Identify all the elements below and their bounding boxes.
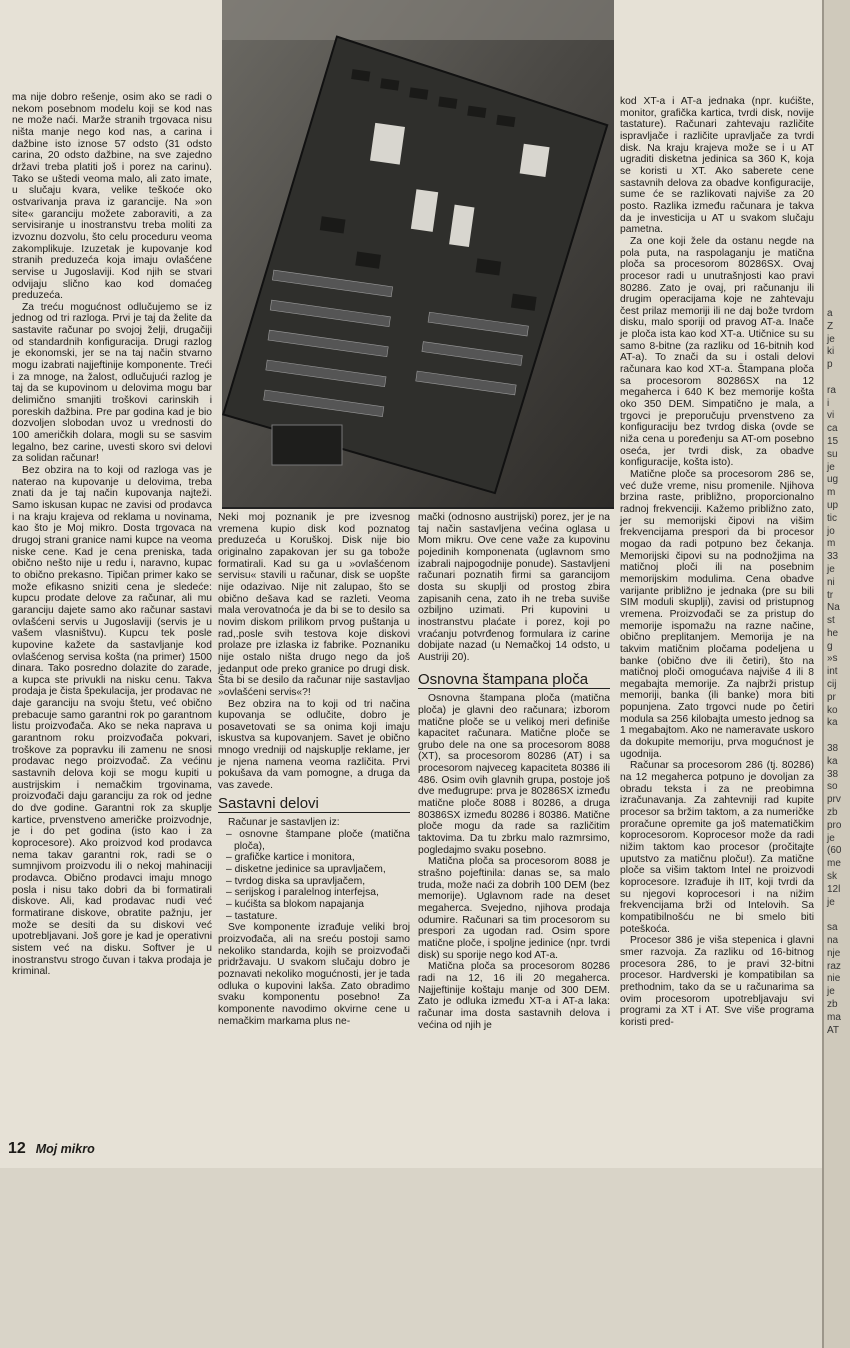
- edge-fragment: ki: [827, 346, 835, 358]
- edge-fragment: ra: [827, 384, 836, 396]
- list-item: – tvrdog diska sa upravljačem,: [226, 875, 366, 887]
- column-3: [418, 512, 610, 1031]
- edge-fragment: AT: [827, 1024, 840, 1036]
- edge-fragment: ka: [827, 717, 838, 729]
- edge-fragment: [824, 231, 850, 244]
- edge-fragment: zb: [827, 807, 838, 819]
- edge-fragment: m: [827, 538, 836, 550]
- col1-paragraph-3: Bez obzira na to koji od razloga vas je naterao na kupovanje u delovima, treba znati da je taj način kupovanja najteži. Samo iskusan kupac ne zavisi od prodavca i na kraju krajeva od reklama u novinama, kao što je Moj mikro. Dosta trgovaca na drugoj strani granice nami kupce na veoma niske cene. Kad je cena preniska, tada obično nešto nije u redu i, naravno, kupac to obično prekasno. Tipičan primer kako se može efikasno sniziti cena je sledeće: kupcu prodate delove za računar, ali mu garanciju dajete samo ako računar sastavi ovlašćeni servis u Jugoslaviji (servis je u vašem vlasništvu). Kupcu tek posle kupovine kažete da sastavljanje kod ovlašćenog servisa košta (na primer) 1500 dinara. Tako posredno dolazite do zarade, a kupca ste privukli na nisku cenu. Takva prodaja je čista špekulacija, jer prodavac ne daje garanciju na svoju štetu, već obično prebacuje samo garantni rok po garantnom listu proizvođača. Ako se neka naprava u garantnom roku proizvođača pokvari, troškove za popravku ili zamenu ne snosi prodavac nego proizvođač. Za većinu sastavnih delova koji se mogu kupiti u austrijskim i nemačkim trgovinama, proizvođači daju garanciju za rok od jedne do dve godine. Garantni rok za skuplje kartice, prvenstveno američke proizvodnje, je i do pet godina (isto kao i za koprocesore). Ako proizvod kod prodavca nema takav garantni rok, radi se o sumnjivom proizvodu ili o nekoj mahinaciji prodavca. Obično prodavci imaju mnogo posla i nisu tako dobri da bi formatirali diskove. Ali, kad prodavac nudi već formatirane diskove, obratite pažnju, jer može se desiti da su diskovi već upotrebljavani. Još gore je kad je operativni sistem već na disku. Softver je u inostranstvu strogo čuvan i takva prodaja je kriminal.: [12, 465, 212, 978]
- edge-fragment: ca: [827, 423, 838, 435]
- edge-fragment: cij: [827, 679, 837, 691]
- edge-fragment: tr: [827, 589, 834, 601]
- list-item: – osnovne štampane ploče (matična ploča),: [226, 829, 410, 852]
- col3-paragraph-1: mački (odnosno austrijski) porez, jer je na taj način sastavljena većina oglasa u Mom mikru. Ove cene važe za kupovinu pojedinih komponenata (uglavnom smo izabrali najpogodnije ponude). Sastavljeni računari poznatih firmi sa garancijom dosta su skuplji od prostog zbira zapisanih cena, zato ih ne treba suviše ozbiljno uzimati. Pri kupovini u inostranstvu plaćate i porez, koji po vraćanju potvrđenog formulara iz carine dobijate nazad (u Nemačkoj 14 odsto, u Austriji 20).: [418, 512, 610, 663]
- edge-fragment: 38: [827, 743, 839, 755]
- edge-fragment: su: [827, 448, 838, 460]
- edge-fragment: nie: [827, 973, 841, 985]
- magazine-name: Moj mikro: [35, 1142, 95, 1156]
- edge-fragment: 33: [827, 551, 839, 563]
- list-item: – disketne jedinice sa upravljačem,: [226, 864, 386, 876]
- edge-fragment: tic: [827, 512, 837, 524]
- column-4: [620, 96, 814, 1029]
- edge-fragment: jo: [827, 525, 835, 537]
- edge-fragment: g: [827, 640, 833, 652]
- edge-fragment: 15: [827, 435, 839, 447]
- col2-paragraph-1: Neki moj poznanik je pre izvesnog vremena kupio disk kod poznatog preduzeća u Koruškoj. Disk nije bio originalno zapakovan jer su ga tobože formatirali. Kad su ga u »ovlašćenom servisu« stavili u računar, disk se uopšte nije odazivao. Nije nit zalupao, što se obično dešava kad se razleti. Veoma mala verovatnoća je da bi se to desilo sa novim diskom prilikom prvog puštanja u rad,.posle svih testova koje diskovi prolaze pre izlaska iz fabrike. Poznaniku nije ostalo ništa drugo nego da još jedanput ode preko granice po drugi disk. Šta bi se desilo da računar nije sastavljao »ovlašćeni servis«?!: [218, 512, 410, 698]
- edge-fragment: int: [827, 666, 838, 678]
- edge-fragment: p: [827, 359, 833, 371]
- edge-fragment: so: [827, 781, 838, 793]
- page-footer: [8, 1140, 95, 1158]
- edge-fragment: up: [827, 499, 839, 511]
- list-item: – tastature.: [226, 910, 278, 922]
- section-heading-sastavni-delovi: Sastavni delovi: [218, 798, 410, 814]
- edge-fragment: Na: [827, 602, 840, 614]
- edge-fragment: ug: [827, 474, 839, 486]
- edge-fragment: prv: [827, 794, 841, 806]
- edge-fragment: me: [827, 858, 841, 870]
- col4-paragraph-1: kod XT-a i AT-a jednaka (npr. kućište, monitor, grafička kartica, tvrdi disk, novije tastature). Računari zahtevaju različite ispravljače i različite upravljače za tvrdi disk. Na kraju krajeva može se i u AT ugraditi disketna jedinica sa 360 K, koja se koristi u XT. Ako saberete cene sastavnih delova za obadve konfiguracije, sume će se razlikovati najviše za 20 posto. Razlika između računara je takva da je investicija u AT u svakom slučaju pametna.: [620, 96, 814, 236]
- edge-fragment: ni: [827, 576, 835, 588]
- col1-paragraph-2: Za treću mogućnost odlučujemo se iz jednog od tri razloga. Prvi je taj da želite da sastavite računar po svojoj želji, drugačiji od standardnih konfiguracija. Drugi razlog je ekonomski, jer se na taj način stvarno mogu izabrati najjeftinije komponente. Treći i za mnoge, na žalost, odlučujući razlog je taj da se kupovinom u delovima mogu bar delimično smanjiti troškovi carinskih i poreskih dažbina. Pre par godina kad je bio dozvoljen slobodan uvoz u vrednosti do 100 američkih dolara, mogli su se sasvim legalno, bez carine, uvesti skoro svi delovi za solidan računar!: [12, 301, 212, 465]
- section-heading-osnovna-stampana-ploca: Osnovna štampana ploča: [418, 674, 610, 690]
- edge-fragment: [824, 206, 850, 219]
- edge-fragment: a: [827, 307, 833, 319]
- col4-paragraph-3: Matične ploče sa procesorom 286 se, već duže vreme, nisu promenile. Njihova brzina raste, približno, proporcionalno radnoj frekvenciji. Kažemo približno zato, jer su memorijski čipovi na višim frekvencijama prespori da bi procesor mogao da radi potpuno bez čekanja. Memorijski čipovi su na podnožjima na matičnoj ploči ili na posebnim memorijskim modulima. Cena obadve varijante približno je jednaka (pre su bili SIM moduli skuplji), zavisi od pristupnog vremena. Proizvođači se za pristup do memorije ispomažu na razne načine, obično preplitanjem. Memorija je na takvim matičnim pločama podeljena u banke (obično dve ili četiri), što na matičnoj ploči omogućava najviše 4 ili 8 megabajta memorije. Za najbrži pristup memoriji, banka (ili banke) mora biti popunjena. Zato trgovci nude po četiri modula sa 256 kilobajta umesto jednog sa 1 megabajtom. Ako ne nameravate uskoro da dokupite memoriju, prva mogućnost je ugodnija.: [620, 469, 814, 760]
- edge-fragment: pro: [827, 819, 842, 831]
- list-item: – kućišta sa blokom napajanja: [226, 899, 364, 910]
- edge-fragment: pr: [827, 691, 836, 703]
- edge-fragment: zb: [827, 999, 838, 1010]
- motherboard-photo: [222, 0, 614, 509]
- col2-intro: Računar je sastavljen iz:: [228, 817, 340, 829]
- edge-fragment: ka: [827, 755, 838, 767]
- list-item: – grafičke kartice i monitora,: [226, 852, 355, 864]
- edge-fragment: m: [827, 487, 836, 499]
- edge-fragment: je: [827, 333, 835, 345]
- edge-fragment: vi: [827, 410, 835, 422]
- edge-fragment: [824, 244, 850, 257]
- next-page-edge: [822, 0, 850, 1348]
- col2-paragraph-3: Sve komponente izrađuje veliki broj proizvođača, ali na sreću postoji samo nekoliko standarda, kojih se proizvođači pridržavaju. U svakom slučaju dobro je poznavati nekoliko mogućnosti, jer je tada odluka o kupovini lakša. Zato obradimo svaku komponentu posebno! Za komponente navodimo okvirne cene u nemačkim markama plus ne-: [218, 922, 410, 1027]
- column-1: [12, 92, 212, 978]
- col1-paragraph-1: ma nije dobro rešenje, osim ako se radi o nekom posebnom modelu koji se kod nas ne može naći. Marže stranih trgovaca nisu ništa manje nego kod nas, a carina i dažbine isto iznose 57 odsto (31 odsto carina, 20 odsto dažbine, na sve zajedno državi treba platiti još i porez na carinu). Tako se uštedi veoma malo, ali zato imate, u slučaju kvara, velike teškoće oko ostvarivanja prava iz garancije. Na »on site« garanciju možete zaboraviti, a za servisiranje u inostranstvu treba moliti za izvoznu dozvolu, što celu proceduru veoma zakomplikuje. Izuzetak je kupovanje kod stranih preduzeća koja imaju ovlašćene servise u Jugoslaviji. Kod njih se stvari odvijaju slično kao kod domaćeg preduzeća.: [12, 92, 212, 302]
- edge-fragment: [824, 282, 850, 295]
- col3-paragraph-2: Osnovna štampana ploča (matična ploča) je glavni deo računara; izborom matične ploče se u velikoj meri definiše kapacitet računara. Matične ploče se grubo dele na one sa procesorom 8088 (XT), sa procesorom 80286 (AT) i sa procesorom najveceg kapaciteta 80386 ili 486. Osim ovih glavnih grupa, postoje još dve međugrupe: prva je 80286SX između matične ploče 8088 i 80286, a druga 80386SX između 80286 i 80386. Matične ploče mogu da rade sa različitim taktovima. Da tu zbrku malo razmrsimo, pogledajmo svaku posebno.: [418, 693, 610, 856]
- edge-fragment: je: [827, 986, 835, 998]
- edge-fragment: raz: [827, 960, 841, 972]
- col3-paragraph-3: Matična ploča sa procesorom 8088 je strašno pojeftinila: danas se, sa malo truda, može naći za dobrih 100 DEM (bez memorije). Uglavnom rade na deset megaherca. Svejedno, njihova prodaja odumire. Računari sa tim procesorom su prespori za ugodan rad. Osim spore matične ploče, i spoljne jedinice (npr. tvrdi disk) su sporije nego kod AT-a.: [418, 856, 610, 961]
- col3-paragraph-4: Matična ploča sa procesorom 80286 radi na 12, 16 ili 20 megaherca. Najjeftinije koštaju manje od 300 DEM. Zato je odluka između XT-a i AT-a laka: računar ima dosta sastavnih delova i većina od njih je: [418, 961, 610, 1031]
- edge-fragment: [824, 372, 850, 385]
- edge-fragment: 38: [827, 768, 839, 780]
- edge-fragment: st: [827, 615, 835, 627]
- edge-fragment: je: [827, 563, 835, 575]
- col4-paragraph-2: Za one koji žele da ostanu negde na pola puta, na raspolaganju je matična ploča sa procesorom 80286SX. Ovaj procesor radi u unutrašnjosti kao pravi 80286. Zato je ovaj, pri računanju ili drugim operacijama koje ne zahtevaju čest prilaz memoriji ili ne daj bože tvrdom disku, malo sporiji od pravog AT-a. Inače je ploča ista kao kod XT-a. Utičnice su su samo 8-bitne (za razliku od 16-bitnih kod AT-a). To znači da su i ostali delovi računara kao kod XT-a. Štampana ploča sa procesorom 80286SX na 12 megaherca i 640 K bez memorije košta oko 350 DEM. Simpatično je mala, a trgovci je preporučuju prvenstveno za konfiguraciju bez tvrdog diska (ovde se niža cena u poređenju sa AT-om posebno oseća, jer tvrdi disk, za obadve konfiguracije, košta isto).: [620, 235, 814, 469]
- edge-fragment: (60: [827, 845, 842, 857]
- edge-fragment: nje: [827, 947, 841, 959]
- edge-fragment: 12l: [827, 883, 841, 895]
- edge-fragment: »s: [827, 653, 838, 665]
- edge-fragment: [824, 218, 850, 231]
- col4-paragraph-4: Računar sa procesorom 286 (tj. 80286) na 12 megaherca potpuno je dovoljan za obradu teksta i za ne preobimna izračunavanja. Za zahtevniji rad kupite procesor sa bržim taktom, a za numeričke proračune opremite ga još matematičkim koprocesorom. Koprocesor može da radi nižim taktom kao procesor (pročitajte uputstvo za matičnu ploču!). Za matične ploče sa višim taktom Intel ne proizvodi koprocesore. Izrađuje ih IIT, koji tvrdi da su njegovi koprocesori i na nižim frekvencijama brži od Intelovih. Sa kompatibilnošću ne bi smelo biti poteškoća.: [620, 760, 814, 935]
- edge-fragment: [824, 295, 850, 308]
- column-2: [218, 512, 410, 1027]
- edge-fragment: [824, 270, 850, 283]
- edge-fragment: [824, 180, 850, 193]
- col4-paragraph-5: Procesor 386 je viša stepenica i glavni smer razvoja. Za razliku od 16-bitnog procesora 286, to je pravi 32-bitni procesor. Hardverski je kompatibilan sa prethodnim, tako da se u računarima sa ovim procesorom upotrebljavaju svi programi za XT i AT. Sve više programa koristi pred-: [620, 935, 814, 1028]
- edge-fragment: je: [827, 896, 835, 908]
- edge-fragment: [824, 257, 850, 270]
- edge-fragment: ko: [827, 704, 838, 716]
- edge-fragment: je: [827, 461, 835, 473]
- edge-fragment: Z: [827, 320, 834, 332]
- edge-fragment: [824, 730, 850, 743]
- edge-fragment: [824, 909, 850, 922]
- edge-fragment: i: [827, 397, 830, 409]
- component-list: [218, 829, 410, 922]
- page-number: 12: [8, 1140, 26, 1157]
- edge-fragment: he: [827, 627, 839, 639]
- list-item: – serijskog i paralelnog interfejsa,: [226, 887, 379, 899]
- edge-fragment: na: [827, 935, 839, 947]
- col2-paragraph-2: Bez obzira na to koji od tri načina kupovanja se odlučite, dobro je posavetovati se sa onima koji imaju iskustva sa kupovanjem. Savet je obično mnogo vredniji od najskuplje reklame, jer je njena namena veoma različita. Prvi pokušava da vam pomogne, a druga da vas zavede.: [218, 698, 410, 792]
- edge-fragment: [824, 193, 850, 206]
- edge-fragment: sa: [827, 922, 838, 934]
- edge-fragment: je: [827, 832, 835, 844]
- edge-fragment: sk: [827, 871, 837, 883]
- edge-fragment: ma: [827, 1011, 841, 1023]
